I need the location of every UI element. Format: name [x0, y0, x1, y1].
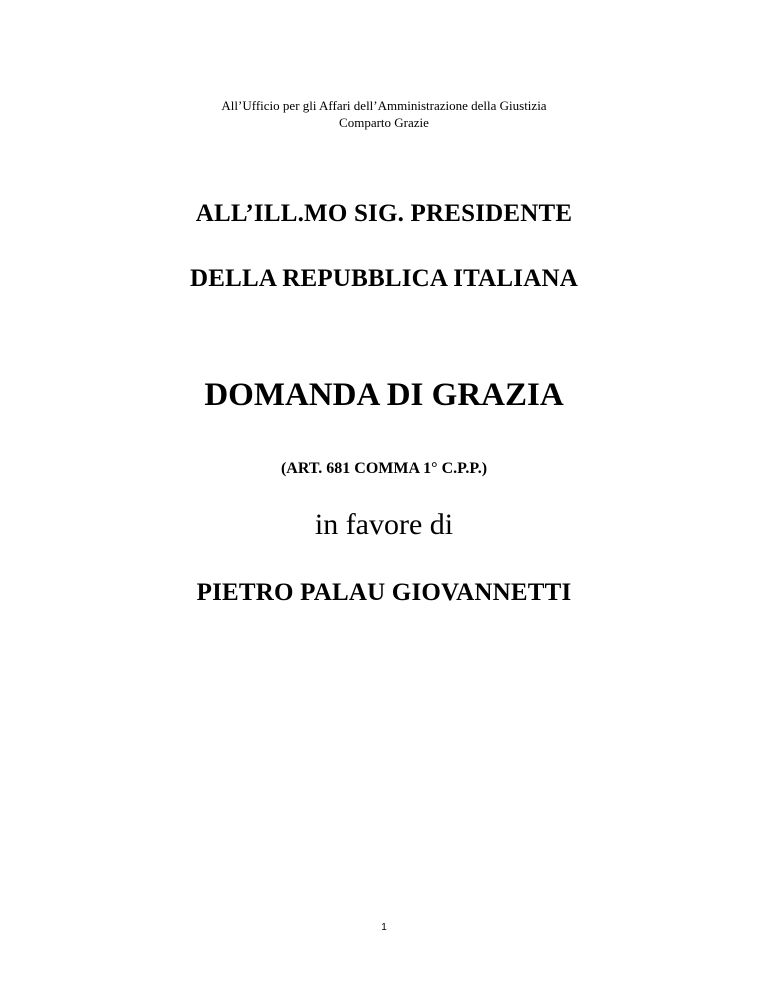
document-title: DOMANDA DI GRAZIA — [204, 377, 564, 413]
addressee-office: All’Ufficio per gli Affari dell’Amministrazione della Giustizia — [221, 98, 547, 113]
page-number: 1 — [381, 922, 387, 933]
recipient-heading-line2: DELLA REPUBBLICA ITALIANA — [190, 265, 578, 292]
addressee-block — [0, 97, 768, 131]
in-favor-of-label: in favore di — [314, 508, 454, 541]
beneficiary-name: PIETRO PALAU GIOVANNETTI — [196, 579, 572, 606]
addressee-department: Comparto Grazie — [339, 115, 429, 130]
legal-reference: (ART. 681 COMMA 1° C.P.P.) — [280, 460, 488, 477]
recipient-heading-line1: ALL’ILL.MO SIG. PRESIDENTE — [195, 200, 573, 227]
